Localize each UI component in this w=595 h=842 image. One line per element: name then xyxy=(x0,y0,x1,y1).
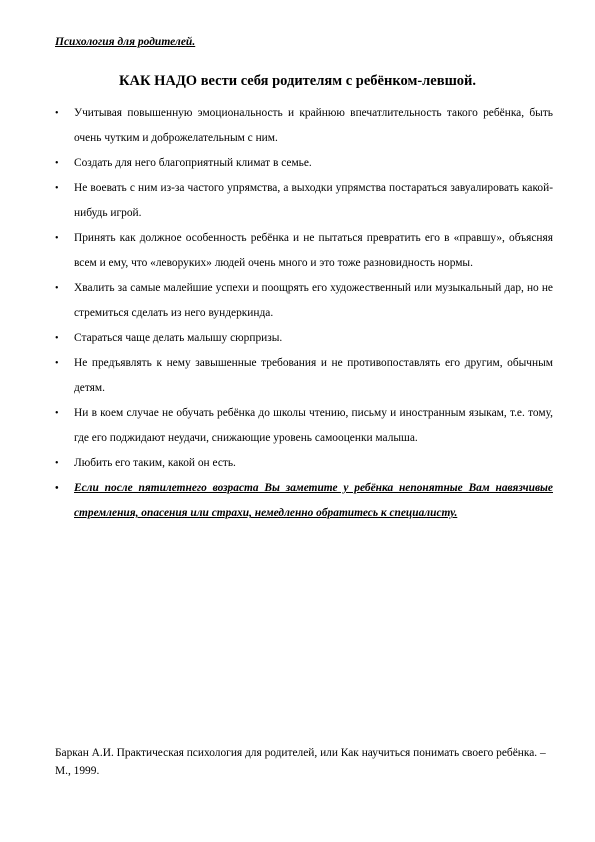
bullet-icon: • xyxy=(55,333,59,344)
bullet-icon: • xyxy=(55,458,59,469)
list-item xyxy=(55,151,553,176)
page-title: КАК НАДО вести себя родителям с ребёнком-левшой. xyxy=(118,73,477,89)
list-item xyxy=(55,276,553,326)
bullet-icon: • xyxy=(55,408,59,419)
list-item-text: Не предъявлять к нему завышенные требования и не противопоставлять его другим, обычным детям. xyxy=(74,357,553,394)
bibliographic-reference: Баркан А.И. Практическая психология для родителей, или Как научиться понимать своего ребёнка. – М., 1999. xyxy=(55,747,546,777)
advice-list xyxy=(55,101,553,526)
list-item xyxy=(55,351,553,401)
list-item-text: Любить его таким, какой он есть. xyxy=(74,457,236,469)
list-item xyxy=(55,101,553,151)
bullet-icon: • xyxy=(55,483,59,494)
bullet-icon: • xyxy=(55,283,59,294)
bullet-icon: • xyxy=(55,158,59,169)
bullet-icon: • xyxy=(55,108,59,119)
list-item xyxy=(55,226,553,276)
list-item-text: Если после пятилетнего возраста Вы заметите у ребёнка непонятные Вам навязчивые стремления, опасения или страхи, немедленно обратитесь к специалисту. xyxy=(74,482,553,519)
list-item-emphasized xyxy=(55,476,553,526)
list-item xyxy=(55,451,553,476)
bullet-icon: • xyxy=(55,183,59,194)
list-item-text: Создать для него благоприятный климат в семье. xyxy=(74,157,312,169)
list-item xyxy=(55,401,553,451)
bullet-icon: • xyxy=(55,233,59,244)
list-item-text: Стараться чаще делать малышу сюрпризы. xyxy=(74,332,283,344)
bullet-icon: • xyxy=(55,358,59,369)
list-item xyxy=(55,176,553,226)
list-item-text: Ни в коем случае не обучать ребёнка до школы чтению, письму и иностранным языкам, т.е. тому, где его поджидают неудачи, снижающие уровень самооценки малыша. xyxy=(74,407,553,444)
section-heading: Психология для родителей. xyxy=(55,36,196,48)
list-item-text: Не воевать с ним из-за частого упрямства, а выходки упрямства постараться завуалировать какой-нибудь игрой. xyxy=(74,182,553,219)
list-item xyxy=(55,326,553,351)
list-item-text: Хвалить за самые малейшие успехи и поощрять его художественный или музыкальный дар, но не стремиться сделать из него вундеркинда. xyxy=(74,282,553,319)
list-item-text: Учитывая повышенную эмоциональность и крайнюю впечатлительность такого ребёнка, быть очень чутким и доброжелательным с ним. xyxy=(74,107,553,144)
list-item-text: Принять как должное особенность ребёнка и не пытаться превратить его в «правшу», объясняя всем и ему, что «леворуких» людей очень много и это тоже разновидность нормы. xyxy=(74,232,553,269)
